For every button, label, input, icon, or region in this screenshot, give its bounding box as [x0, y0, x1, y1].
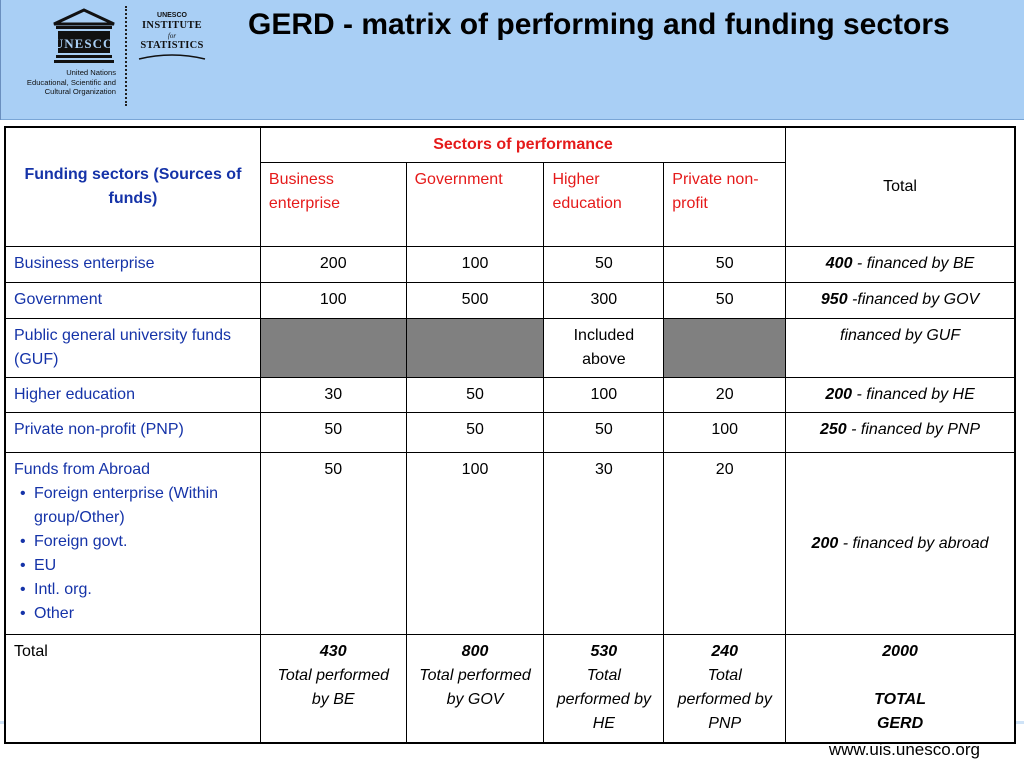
table-row [5, 413, 1015, 453]
row-label: Business enterprise [5, 247, 260, 283]
column-total-cell [544, 635, 664, 743]
row-total-note: - financed by BE [852, 255, 975, 272]
unesco-caption-line: Cultural Organization [44, 87, 116, 96]
column-total-value: 800 [461, 643, 489, 660]
value-cell: Included above [544, 319, 664, 378]
row-total-cell [786, 378, 1015, 413]
row-total-cell [786, 413, 1015, 453]
column-total-cell [664, 635, 786, 743]
value-cell: 200 [260, 247, 406, 283]
list-item [14, 482, 252, 530]
unesco-wordmark: UNESCO [53, 36, 115, 51]
column-total-value: 240 [711, 643, 739, 660]
value-cell: 50 [664, 247, 786, 283]
column-total-note: Total performed by GOV [419, 667, 531, 708]
row-total-cell [786, 453, 1015, 635]
grand-total-label: TOTAL GERD [874, 691, 926, 732]
grand-total-cell [786, 635, 1015, 743]
value-cell: 100 [406, 453, 544, 635]
row-label: Funds from Abroad [14, 461, 151, 478]
uis-logo-line: INSTITUTE [142, 20, 202, 31]
row-label: Private non-profit (PNP) [5, 413, 260, 453]
value-cell: 50 [260, 413, 406, 453]
row-total-value: 200 [825, 386, 853, 403]
row-total-note: -financed by GOV [847, 291, 980, 308]
unesco-caption-line: Educational, Scientific and [26, 77, 116, 87]
bullet-icon: • [20, 533, 26, 550]
row-total-value: 950 [820, 291, 848, 308]
list-item-text: EU [34, 557, 57, 574]
table-row [5, 247, 1015, 283]
uis-logo-line: UNESCO [157, 12, 187, 19]
totals-row [5, 635, 1015, 743]
total-column-header: Total [786, 127, 1015, 247]
abroad-sources-list [14, 482, 252, 626]
unesco-caption-line: United Nations [66, 68, 116, 77]
row-total-value: 400 [825, 255, 853, 272]
value-cell: 50 [544, 413, 664, 453]
column-total-value: 530 [590, 643, 618, 660]
bullet-icon: • [20, 485, 26, 502]
row-total-note: - financed by abroad [838, 534, 989, 552]
list-item [14, 578, 252, 602]
grand-total-value: 2000 [882, 643, 918, 660]
row-total-cell [786, 247, 1015, 283]
value-cell: 30 [260, 378, 406, 413]
header-row-top [5, 127, 1015, 163]
value-cell: 20 [664, 453, 786, 635]
column-total-value: 430 [319, 643, 347, 660]
row-total-note: - financed by HE [852, 386, 975, 403]
row-total-value: 200 [811, 534, 839, 552]
list-item [14, 602, 252, 626]
unesco-caption [10, 68, 116, 97]
grand-total-spacer [794, 664, 1006, 688]
value-cell: 300 [544, 283, 664, 319]
row-label: Government [5, 283, 260, 319]
value-cell: 30 [544, 453, 664, 635]
logo-separator [125, 6, 127, 106]
column-header-government: Government [406, 163, 544, 247]
value-cell: 100 [664, 413, 786, 453]
column-header-higher-education: Higher education [544, 163, 664, 247]
not-applicable-cell [406, 319, 544, 378]
column-total-note: Total performed by HE [556, 667, 651, 732]
value-cell: 50 [406, 378, 544, 413]
value-cell: 50 [406, 413, 544, 453]
table-row [5, 283, 1015, 319]
row-label: Higher education [5, 378, 260, 413]
column-header-business: Business enterprise [260, 163, 406, 247]
list-item [14, 554, 252, 578]
table-row [5, 378, 1015, 413]
row-total-cell [786, 319, 1015, 378]
row-label: Public general university funds (GUF) [5, 319, 260, 378]
bullet-icon: • [20, 605, 26, 622]
table-row [5, 319, 1015, 378]
value-cell: 500 [406, 283, 544, 319]
column-total-note: Total performed by BE [277, 667, 389, 708]
list-item-text: Other [34, 605, 75, 622]
not-applicable-cell [664, 319, 786, 378]
funding-sectors-header: Funding sectors (Sources of funds) [5, 127, 260, 247]
bullet-icon: • [20, 581, 26, 598]
value-cell: 100 [260, 283, 406, 319]
slide-title: GERD - matrix of performing and funding sectors [248, 8, 950, 41]
row-total-note: - financed by PNP [846, 421, 981, 438]
row-total-cell [786, 283, 1015, 319]
column-header-private-nonprofit: Private non-profit [664, 163, 786, 247]
footer-url: www.uis.unesco.org [828, 740, 980, 759]
value-cell: 100 [544, 378, 664, 413]
totals-label: Total [5, 635, 260, 743]
bullet-icon: • [20, 557, 26, 574]
value-cell: 50 [544, 247, 664, 283]
not-applicable-cell [260, 319, 406, 378]
unesco-temple-logo [52, 8, 116, 68]
slide-header [0, 0, 1024, 120]
abroad-row [5, 453, 1015, 635]
value-cell: 20 [664, 378, 786, 413]
row-total-value: 250 [820, 421, 847, 438]
uis-logo-line: for [167, 32, 177, 40]
column-total-cell [260, 635, 406, 743]
value-cell: 100 [406, 247, 544, 283]
value-cell: 50 [664, 283, 786, 319]
list-item-text: Foreign enterprise (Within group/Other) [34, 485, 219, 526]
gerd-matrix-table [4, 126, 1016, 744]
sectors-of-performance-header: Sectors of performance [260, 127, 785, 163]
column-total-cell [406, 635, 544, 743]
header-edge [0, 0, 1, 120]
column-total-note: Total performed by PNP [677, 667, 772, 732]
uis-logo-line: STATISTICS [140, 40, 204, 51]
row-total-note: financed by GUF [840, 327, 961, 344]
uis-logo [136, 12, 208, 61]
list-item [14, 530, 252, 554]
uis-swoosh-icon [137, 53, 207, 61]
list-item-text: Foreign govt. [34, 533, 128, 550]
value-cell: 50 [260, 453, 406, 635]
list-item-text: Intl. org. [34, 581, 92, 598]
abroad-label-cell [5, 453, 260, 635]
